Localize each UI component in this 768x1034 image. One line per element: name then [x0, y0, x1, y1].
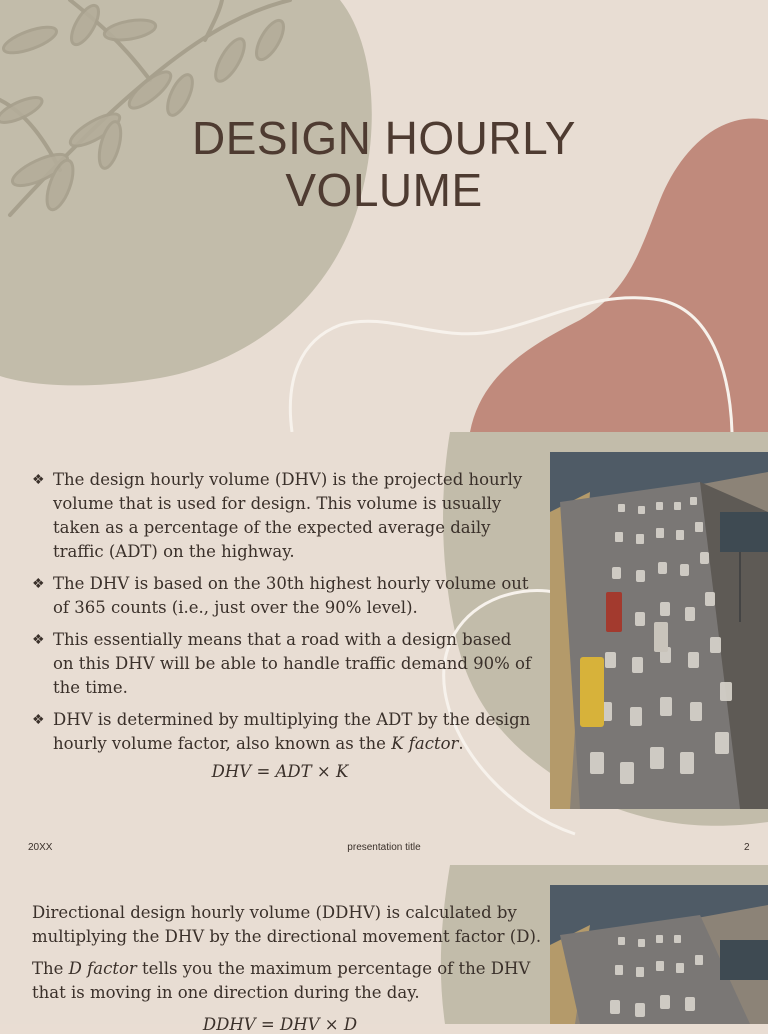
- footer-presentation-title: presentation title: [347, 842, 421, 853]
- footer-date: 20XX: [28, 842, 53, 853]
- ddhv-formula: DDHV = DHV × D: [202, 1015, 358, 1034]
- content-slide-dhv: [0, 432, 768, 865]
- bullet-diamond-icon: ❖: [32, 472, 45, 488]
- dhv-formula: DHV = ADT × K: [211, 762, 349, 781]
- traffic-photo: [550, 452, 768, 809]
- k-factor-term: K factor: [391, 734, 459, 753]
- bullet-item: ❖ DHV is determined by multiplying the ADT by the design hourly volume factor, also known as the K factor.: [32, 710, 531, 753]
- decorative-background: [0, 0, 768, 432]
- bullet-item: ❖ The DHV is based on the 30th highest hourly volume out of 365 counts (i.e., just over the 90% level).: [32, 574, 529, 617]
- ddhv-paragraph: Directional design hourly volume (DDHV) is calculated by multiplying the DHV by the directional movement factor (D).: [32, 903, 542, 946]
- bullet-diamond-icon: ❖: [32, 576, 45, 592]
- bullet-diamond-icon: ❖: [32, 632, 45, 648]
- bullet-diamond-icon: ❖: [32, 712, 45, 728]
- traffic-photo: [550, 885, 768, 1024]
- d-factor-paragraph: The D factor tells you the maximum percentage of the DHV that is moving in one direction during the day.: [32, 959, 531, 1002]
- content-slide-ddhv: [0, 865, 768, 1034]
- title-line-1: DESIGN HOURLY: [192, 112, 576, 164]
- bullet-item: ❖ This essentially means that a road with a design based on this DHV will be able to handle traffic demand 90% of the time.: [32, 630, 532, 697]
- title-line-2: VOLUME: [285, 164, 483, 216]
- title-slide: [0, 0, 768, 432]
- bullet-list: [32, 468, 532, 764]
- slide-title: [100, 112, 668, 216]
- highway-traffic-image: [550, 452, 768, 809]
- d-factor-term: D factor: [68, 959, 137, 978]
- footer-page-number: 2: [744, 842, 750, 853]
- highway-traffic-image: [550, 885, 768, 1024]
- bullet-item: ❖ The design hourly volume (DHV) is the projected hourly volume that is used for design. This volume is usually taken as a percentage of the expected average daily traffic (ADT) on the highway.: [32, 470, 523, 561]
